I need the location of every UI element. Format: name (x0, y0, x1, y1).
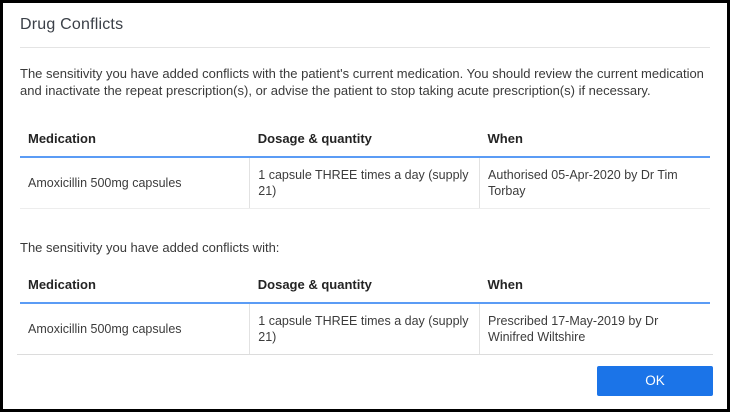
column-header-medication: Medication (20, 268, 250, 303)
table-header-row (20, 122, 710, 157)
conflicting-medication-table (20, 268, 710, 355)
cell-when: Prescribed 17-May-2019 by Dr Winifred Wiltshire (480, 303, 710, 355)
table-row (20, 303, 710, 355)
title-divider (20, 47, 710, 48)
table-header-row (20, 268, 710, 303)
table-row (20, 157, 710, 209)
cell-medication: Amoxicillin 500mg capsules (20, 303, 250, 355)
current-medication-table (20, 122, 710, 209)
column-header-medication: Medication (20, 122, 250, 157)
intro-text: The sensitivity you have added conflicts with the patient's current medication. You should review the current medication and inactivate the repeat prescription(s), or advise the patient to stop taking acute prescription(s) if necessary. (20, 66, 704, 98)
dialog-title: Drug Conflicts (20, 16, 124, 33)
dialog-footer (17, 354, 713, 406)
ok-button[interactable]: OK (597, 366, 713, 396)
column-header-when: When (480, 122, 710, 157)
cell-when: Authorised 05-Apr-2020 by Dr Tim Torbay (480, 157, 710, 209)
cell-dosage: 1 capsule THREE times a day (supply 21) (250, 157, 480, 209)
dialog-body (3, 3, 727, 355)
column-header-dosage: Dosage & quantity (250, 268, 480, 303)
conflicts-with-text: The sensitivity you have added conflicts with: (20, 240, 280, 255)
cell-medication: Amoxicillin 500mg capsules (20, 157, 250, 209)
cell-dosage: 1 capsule THREE times a day (supply 21) (250, 303, 480, 355)
column-header-when: When (480, 268, 710, 303)
column-header-dosage: Dosage & quantity (250, 122, 480, 157)
